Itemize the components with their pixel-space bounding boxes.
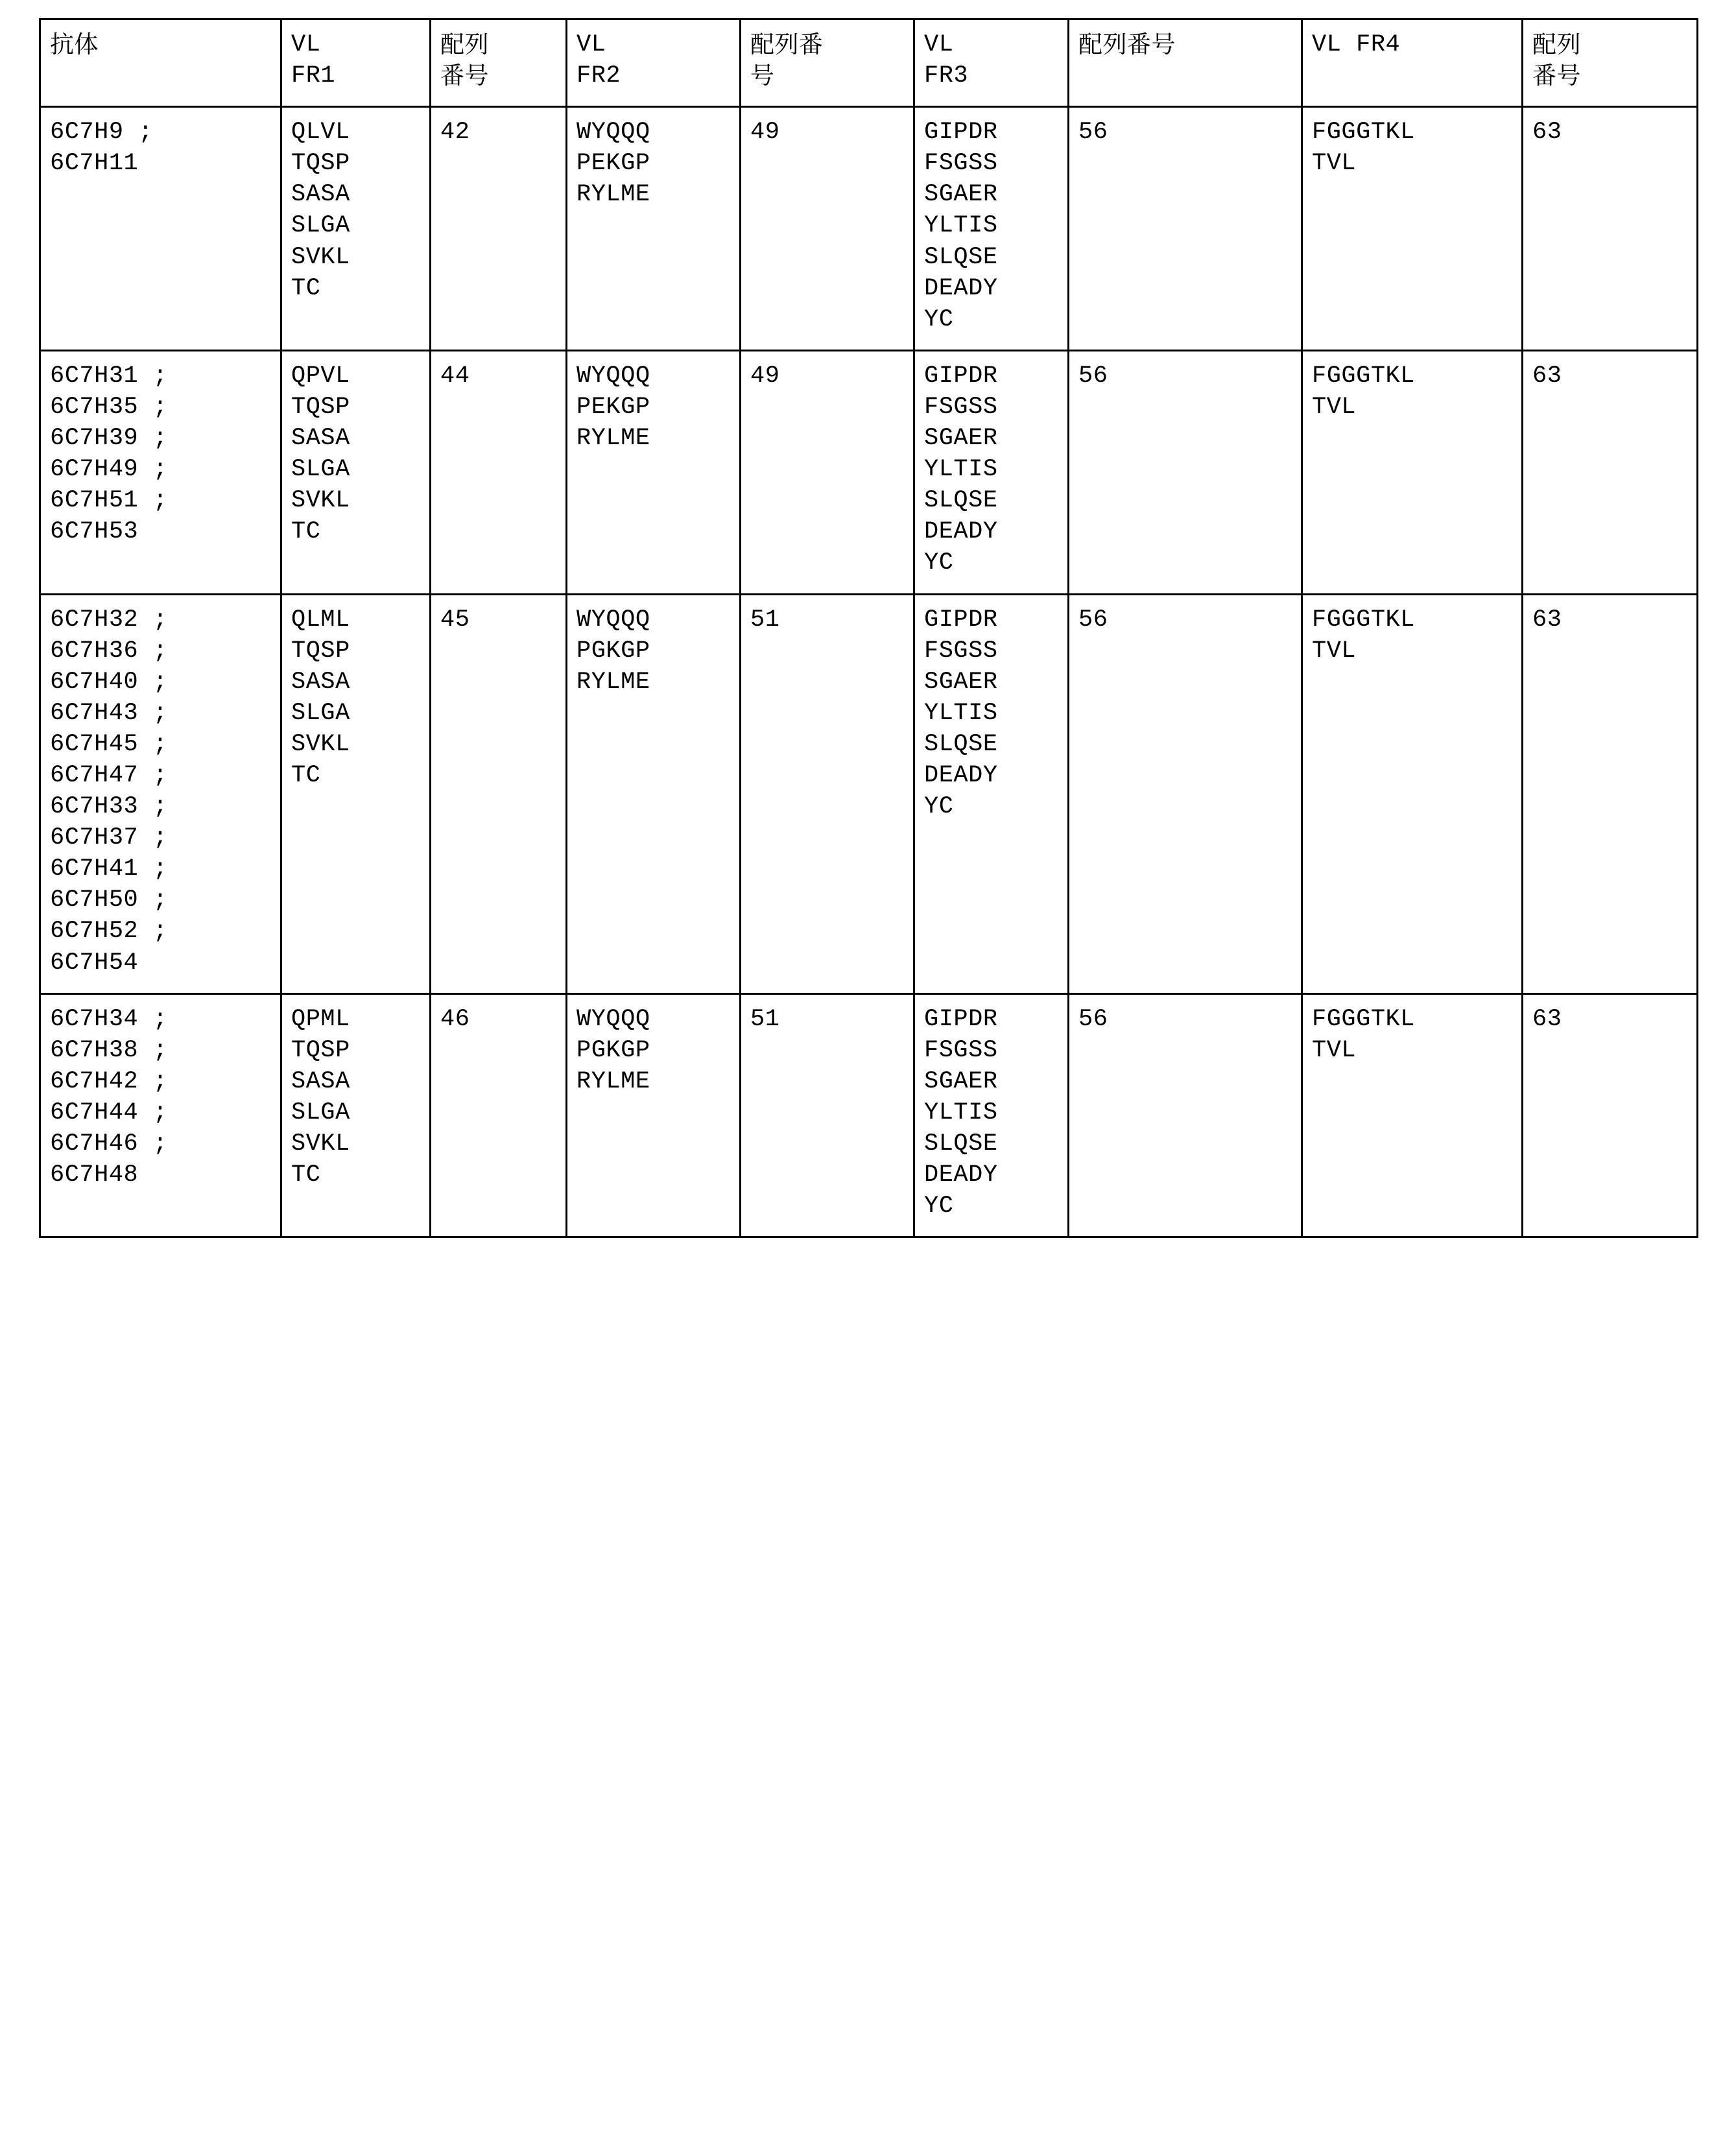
cell-antibody	[40, 594, 281, 993]
cell-line: RYLME	[577, 425, 650, 453]
cell-seq-no-3	[1069, 350, 1302, 594]
cell-seq-no-2	[741, 993, 914, 1237]
cell-line: SLGA	[291, 699, 350, 727]
cell-line: 51	[750, 606, 780, 634]
cell-line: 6C7H44 ;	[50, 1099, 168, 1126]
cell-line: 6C7H31 ;	[50, 362, 168, 390]
cell-line: 63	[1532, 1005, 1562, 1033]
cell-vl-fr2	[567, 993, 741, 1237]
cell-line: SGAER	[924, 181, 998, 209]
cell-line: YLTIS	[924, 699, 998, 727]
cell-line: 6C7H32 ;	[50, 606, 168, 634]
cell-line: RYLME	[577, 1067, 650, 1095]
cell-line: TC	[291, 761, 321, 789]
cell-line: SASA	[291, 1067, 350, 1095]
cell-vl-fr3	[914, 107, 1069, 351]
cell-line: SVKL	[291, 243, 350, 271]
cell-line: 56	[1078, 362, 1108, 390]
cell-vl-fr4	[1302, 594, 1523, 993]
cell-line: TQSP	[291, 393, 350, 421]
cell-line: FSGSS	[924, 637, 998, 665]
cell-line: FGGGTKL	[1312, 362, 1415, 390]
table-row	[40, 594, 1698, 993]
column-header-vl-fr3	[914, 19, 1069, 107]
cell-seq-no-4	[1523, 350, 1698, 594]
column-header-seq-no-1	[431, 19, 567, 107]
cell-seq-no-2	[741, 350, 914, 594]
table-row	[40, 107, 1698, 351]
cell-line: 6C7H37 ;	[50, 824, 168, 852]
cell-line: 6C7H36 ;	[50, 637, 168, 665]
cell-line: 6C7H52 ;	[50, 918, 168, 945]
cell-line: PGKGP	[577, 1036, 650, 1064]
cell-line: 6C7H41 ;	[50, 855, 168, 883]
cell-line: 6C7H49 ;	[50, 456, 168, 484]
cell-line: 6C7H47 ;	[50, 761, 168, 789]
cell-line: FGGGTKL	[1312, 1005, 1415, 1033]
cell-line: SLGA	[291, 456, 350, 484]
cell-line: SVKL	[291, 487, 350, 515]
cell-line: QPML	[291, 1005, 350, 1033]
table-header-row	[40, 19, 1698, 107]
cell-line: GIPDR	[924, 119, 998, 147]
column-header-antibody	[40, 19, 281, 107]
column-header-line: VL	[577, 31, 606, 58]
cell-line: SGAER	[924, 1067, 998, 1095]
cell-vl-fr4	[1302, 107, 1523, 351]
cell-vl-fr2	[567, 594, 741, 993]
cell-line: TC	[291, 518, 321, 546]
cell-line: 6C7H38 ;	[50, 1036, 168, 1064]
column-header-line: 配列番	[750, 30, 824, 58]
cell-line: RYLME	[577, 181, 650, 209]
cell-line: 6C7H40 ;	[50, 668, 168, 696]
cell-line: PEKGP	[577, 150, 650, 178]
cell-line: SVKL	[291, 1130, 350, 1158]
cell-vl-fr1	[281, 350, 431, 594]
cell-line: SLGA	[291, 212, 350, 240]
cell-line: TVL	[1312, 1036, 1357, 1064]
cell-line: SASA	[291, 668, 350, 696]
column-header-line: 抗体	[50, 30, 99, 58]
cell-line: 6C7H54	[50, 949, 139, 977]
cell-vl-fr2	[567, 107, 741, 351]
cell-seq-no-1	[431, 993, 567, 1237]
cell-line: SGAER	[924, 668, 998, 696]
cell-vl-fr1	[281, 594, 431, 993]
cell-line: 56	[1078, 606, 1108, 634]
cell-line: FGGGTKL	[1312, 119, 1415, 147]
cell-line: 6C7H48	[50, 1161, 139, 1189]
cell-line: 6C7H43 ;	[50, 699, 168, 727]
cell-line: SLQSE	[924, 487, 998, 515]
column-header-line: VL	[924, 31, 954, 58]
table-body	[40, 107, 1698, 1237]
cell-line: FSGSS	[924, 150, 998, 178]
cell-line: GIPDR	[924, 606, 998, 634]
cell-seq-no-3	[1069, 993, 1302, 1237]
column-header-line: 配列	[440, 30, 489, 58]
cell-line: 45	[440, 606, 470, 634]
cell-vl-fr2	[567, 350, 741, 594]
column-header-vl-fr1	[281, 19, 431, 107]
cell-line: TC	[291, 274, 321, 302]
cell-line: 6C7H42 ;	[50, 1067, 168, 1095]
column-header-line: 番号	[1532, 62, 1581, 90]
column-header-line: 配列番号	[1078, 30, 1176, 58]
cell-line: YLTIS	[924, 1099, 998, 1126]
cell-vl-fr4	[1302, 993, 1523, 1237]
cell-line: QLML	[291, 606, 350, 634]
cell-line: 6C7H39 ;	[50, 425, 168, 453]
cell-line: YLTIS	[924, 212, 998, 240]
cell-line: SLQSE	[924, 730, 998, 758]
cell-line: 63	[1532, 119, 1562, 147]
cell-line: DEADY	[924, 1161, 998, 1189]
cell-vl-fr3	[914, 594, 1069, 993]
cell-seq-no-4	[1523, 594, 1698, 993]
cell-line: QPVL	[291, 362, 350, 390]
cell-line: WYQQQ	[577, 362, 650, 390]
column-header-line: 号	[750, 62, 775, 90]
cell-vl-fr1	[281, 993, 431, 1237]
cell-line: 6C7H45 ;	[50, 730, 168, 758]
antibody-sequence-table	[39, 18, 1698, 1238]
cell-line: TQSP	[291, 637, 350, 665]
column-header-seq-no-3	[1069, 19, 1302, 107]
cell-seq-no-4	[1523, 107, 1698, 351]
cell-vl-fr4	[1302, 350, 1523, 594]
cell-line: YC	[924, 793, 954, 821]
column-header-vl-fr4	[1302, 19, 1523, 107]
cell-line: SASA	[291, 425, 350, 453]
cell-seq-no-1	[431, 107, 567, 351]
table-row	[40, 993, 1698, 1237]
cell-line: 42	[440, 119, 470, 147]
cell-line: DEADY	[924, 518, 998, 546]
cell-line: 6C7H51 ;	[50, 487, 168, 515]
table-row	[40, 350, 1698, 594]
cell-line: 44	[440, 362, 470, 390]
cell-line: 63	[1532, 606, 1562, 634]
cell-antibody	[40, 993, 281, 1237]
cell-line: FSGSS	[924, 1036, 998, 1064]
cell-line: SVKL	[291, 730, 350, 758]
column-header-line: VL FR4	[1312, 31, 1401, 58]
cell-line: QLVL	[291, 119, 350, 147]
column-header-line: VL	[291, 31, 321, 58]
cell-line: 6C7H33 ;	[50, 793, 168, 821]
cell-line: SGAER	[924, 425, 998, 453]
cell-line: SASA	[291, 181, 350, 209]
cell-line: TVL	[1312, 393, 1357, 421]
cell-line: 6C7H50 ;	[50, 886, 168, 914]
cell-seq-no-3	[1069, 594, 1302, 993]
cell-line: 6C7H53	[50, 518, 139, 546]
column-header-line: FR2	[577, 62, 621, 90]
cell-line: YLTIS	[924, 456, 998, 484]
column-header-line: 番号	[440, 62, 489, 90]
cell-line: DEADY	[924, 761, 998, 789]
cell-line: TQSP	[291, 150, 350, 178]
table-header	[40, 19, 1698, 107]
cell-line: YC	[924, 305, 954, 333]
cell-line: FSGSS	[924, 393, 998, 421]
cell-antibody	[40, 107, 281, 351]
cell-line: SLGA	[291, 1099, 350, 1126]
cell-vl-fr3	[914, 993, 1069, 1237]
cell-line: 6C7H46 ;	[50, 1130, 168, 1158]
cell-vl-fr1	[281, 107, 431, 351]
cell-line: FGGGTKL	[1312, 606, 1415, 634]
cell-line: PGKGP	[577, 637, 650, 665]
cell-line: TQSP	[291, 1036, 350, 1064]
cell-line: 6C7H11	[50, 150, 139, 178]
column-header-line: FR3	[924, 62, 969, 90]
cell-line: GIPDR	[924, 1005, 998, 1033]
cell-seq-no-2	[741, 107, 914, 351]
cell-seq-no-3	[1069, 107, 1302, 351]
cell-line: 63	[1532, 362, 1562, 390]
cell-line: 49	[750, 362, 780, 390]
cell-line: 56	[1078, 119, 1108, 147]
cell-line: 6C7H34 ;	[50, 1005, 168, 1033]
cell-line: WYQQQ	[577, 119, 650, 147]
cell-seq-no-2	[741, 594, 914, 993]
column-header-vl-fr2	[567, 19, 741, 107]
cell-line: 46	[440, 1005, 470, 1033]
cell-line: WYQQQ	[577, 1005, 650, 1033]
cell-seq-no-4	[1523, 993, 1698, 1237]
cell-antibody	[40, 350, 281, 594]
cell-line: 6C7H35 ;	[50, 393, 168, 421]
cell-line: TVL	[1312, 637, 1357, 665]
cell-line: SLQSE	[924, 1130, 998, 1158]
cell-line: YC	[924, 549, 954, 577]
cell-vl-fr3	[914, 350, 1069, 594]
cell-line: TC	[291, 1161, 321, 1189]
cell-line: PEKGP	[577, 393, 650, 421]
cell-line: 49	[750, 119, 780, 147]
cell-line: 51	[750, 1005, 780, 1033]
column-header-line: 配列	[1532, 30, 1581, 58]
cell-seq-no-1	[431, 594, 567, 993]
cell-line: WYQQQ	[577, 606, 650, 634]
cell-line: RYLME	[577, 668, 650, 696]
cell-line: TVL	[1312, 150, 1357, 178]
cell-line: DEADY	[924, 274, 998, 302]
cell-line: 56	[1078, 1005, 1108, 1033]
cell-line: YC	[924, 1193, 954, 1220]
cell-line: GIPDR	[924, 362, 998, 390]
cell-line: 6C7H9 ;	[50, 119, 153, 147]
cell-seq-no-1	[431, 350, 567, 594]
column-header-seq-no-2	[741, 19, 914, 107]
column-header-line: FR1	[291, 62, 336, 90]
cell-line: SLQSE	[924, 243, 998, 271]
column-header-seq-no-4	[1523, 19, 1698, 107]
